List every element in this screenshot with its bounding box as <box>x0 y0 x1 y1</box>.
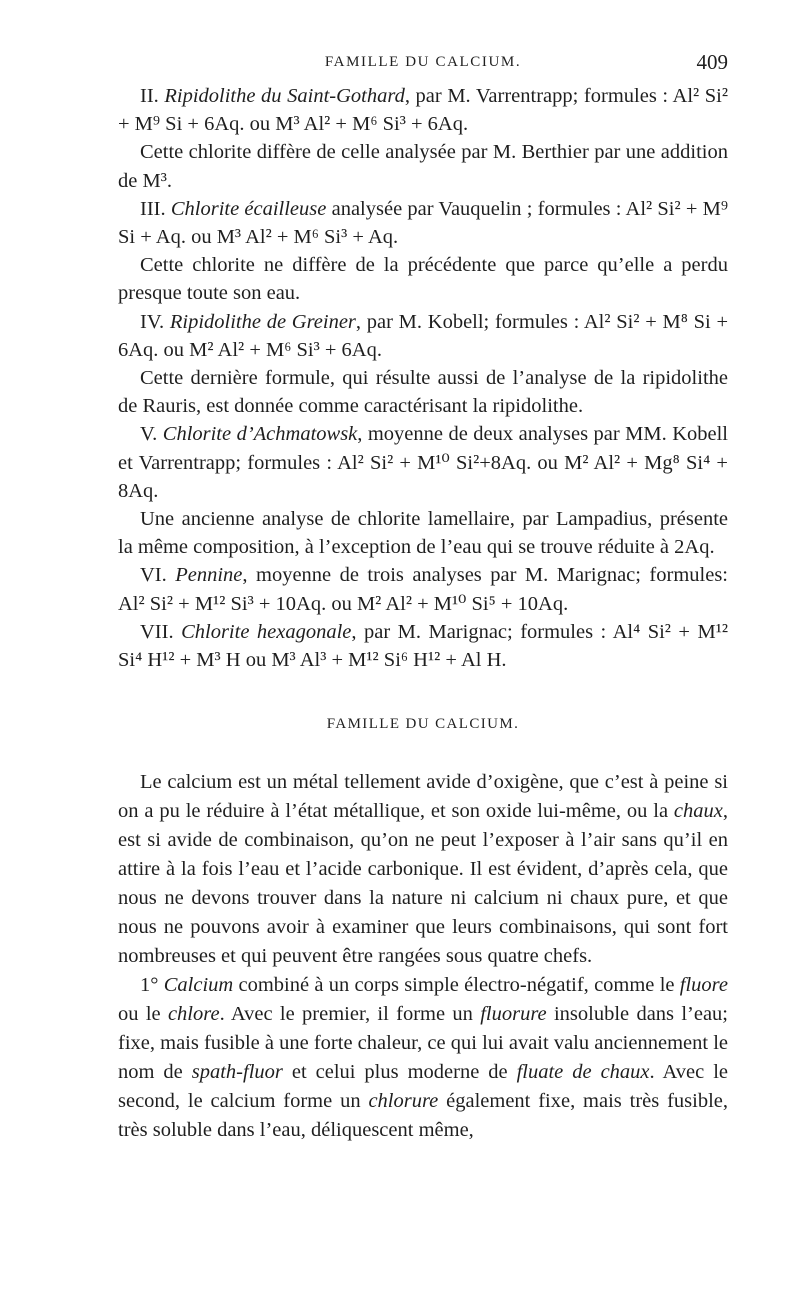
item1-italic-chlorure: chlorure <box>368 1090 439 1113</box>
entry-text: analysée par Vauquelin ; formules : Al² Si² + M⁹ Si + Aq. ou M³ Al² + M⁶ Si³ + Aq. <box>118 197 729 249</box>
entry-note: Cette dernière formule, qui résulte aussi de l’analyse de la ripidolithe de Rauris, est donnée comme caractérisant la ripidolithe. <box>118 367 728 418</box>
item1-italic-calcium: Calcium <box>163 974 234 997</box>
running-title: FAMILLE DU CALCIUM. <box>324 54 522 70</box>
entry-number: II. <box>140 85 159 107</box>
entry-title: Chlorite hexagonale <box>181 620 352 643</box>
item1-text-2: combiné à un corps simple électro-négatif, comme le <box>233 974 680 997</box>
item1-text-6: et celui plus moderne de <box>282 1061 517 1084</box>
item1-text-5: insoluble dans l’eau; fixe, mais fusible à une forte chaleur, ce qui lui avait valu anciennement le nom de <box>118 1003 729 1084</box>
entry-title: Ripidolithe du Saint-Gothard <box>164 85 405 107</box>
entry-chlorite-achmatowsk <box>118 420 728 505</box>
item1-italic-fluorure: fluorure <box>480 1003 547 1026</box>
intro-italic-chaux: chaux <box>673 800 723 823</box>
intro-paragraph <box>118 768 728 971</box>
entry-ripidolithe-greiner <box>118 308 728 364</box>
intro-text-1: Le calcium est un métal tellement avide d’oxigène, que c’est à peine si on a pu le réduire à l’état métallique, et son oxide lui-même, ou la <box>118 771 728 823</box>
entry-number: VI. <box>140 564 167 587</box>
item1-text-7: . Avec le second, le calcium forme un <box>118 1061 728 1113</box>
item-1-paragraph <box>118 971 728 1145</box>
entry-number: V. <box>140 423 158 446</box>
entry-text: , par M. Varrentrapp; formules : Al² Si² + M⁹ Si + 6Aq. ou M³ Al² + M⁶ Si³ + 6Aq. <box>118 85 729 136</box>
entry-title: Chlorite écailleuse <box>170 197 327 220</box>
entry-chlorite-hexagonale <box>118 618 728 674</box>
entry-title: Chlorite d’Achmatowsk <box>162 423 358 446</box>
running-head <box>118 48 728 82</box>
entry-title: Pennine <box>175 564 243 587</box>
entry-text: , par M. Marignac; formules : Al⁴ Si² + M¹² Si⁴ H¹² + M³ H ou M³ Al³ + M¹² Si⁶ H¹² + Al H. <box>118 620 728 672</box>
entry-text: , moyenne de deux analyses par MM. Kobell et Varrentrapp; formules : Al² Si² + M¹⁰ Si²+8Aq. ou M² Al² + Mg⁸ Si⁴ + 8Aq. <box>118 423 728 502</box>
chlorite-entries <box>118 82 728 674</box>
entry-note: Une ancienne analyse de chlorite lamellaire, par Lampadius, présente la même composition, à l’exception de l’eau qui se trouve réduite à 2Aq. <box>118 508 728 559</box>
item1-italic-fluate-de-chaux: fluate de chaux <box>516 1061 650 1084</box>
entry-note: Cette chlorite ne diffère de la précédente que parce qu’elle a perdu presque toute son eau. <box>118 254 728 305</box>
entry-title: Ripidolithe de Greiner <box>169 310 356 333</box>
item1-text-4: . Avec le premier, il forme un <box>219 1003 481 1026</box>
item1-italic-fluore: fluore <box>679 974 728 997</box>
item1-text-1: 1° <box>140 974 164 997</box>
entry-chlorite-ecailleuse <box>118 195 728 251</box>
entry-number: IV. <box>140 310 165 333</box>
entry-pennine <box>118 561 728 617</box>
entry-ripidolithe-saint-gothard <box>118 82 728 138</box>
item1-text-8: également fixe, mais très fusible, très soluble dans l’eau, déliquescent même, <box>118 1090 728 1142</box>
entry-note: Cette chlorite diffère de celle analysée par M. Berthier par une addition de M³. <box>118 141 728 192</box>
intro-text-2: , est si avide de combinaison, qu’on ne peut l’exposer à l’air sans qu’il en attire à la fois l’eau et l’acide carbonique. Il est évident, d’après cela, que nous ne devons trouver dans la nature ni calcium ni chaux pure, et que nous ne pouvons avoir à examiner que leurs combinaisons, qui sont fort nombreuses et qui peuvent être rangées sous quatre chefs. <box>118 800 728 968</box>
entry-number: III. <box>140 197 166 220</box>
entry-number: VII. <box>140 620 174 643</box>
section-heading: FAMILLE DU CALCIUM. <box>326 716 520 733</box>
item1-italic-chlore: chlore <box>167 1003 220 1026</box>
entry-text: , moyenne de trois analyses par M. Marignac; formules: Al² Si² + M¹² Si³ + 10Aq. ou M² Al² + M¹⁰ Si⁵ + 10Aq. <box>118 564 728 615</box>
item1-text-3: ou le <box>118 1003 168 1026</box>
page-number: 409 <box>696 50 728 74</box>
item1-italic-spath-fluor: spath-fluor <box>191 1061 283 1084</box>
entry-text: , par M. Kobell; formules : Al² Si² + M⁸ Si + 6Aq. ou M² Al² + M⁶ Si³ + 6Aq. <box>118 310 729 361</box>
